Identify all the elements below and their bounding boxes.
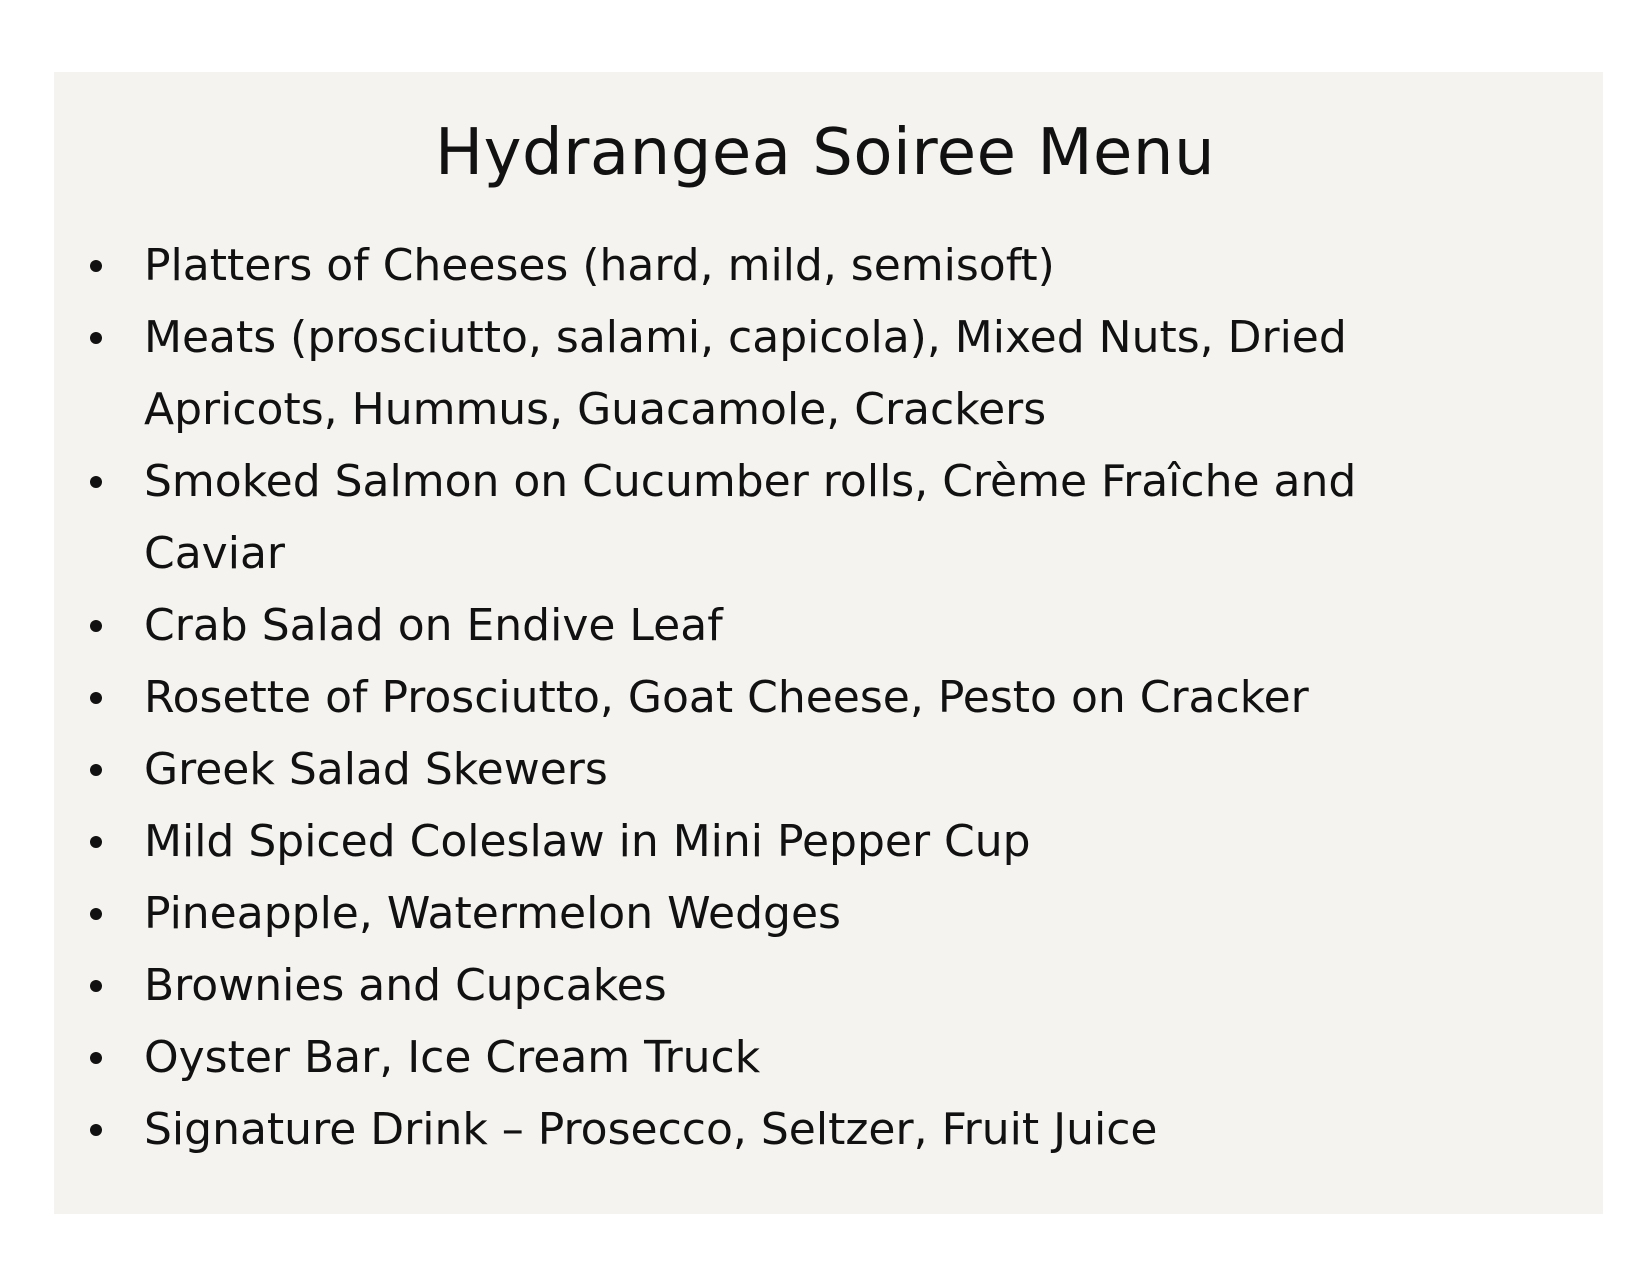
bullet-icon bbox=[90, 332, 102, 344]
menu-item bbox=[90, 1094, 1510, 1166]
menu-item bbox=[90, 950, 1510, 1022]
bullet-icon bbox=[90, 692, 102, 704]
bullet-icon bbox=[90, 980, 102, 992]
menu-item-text: Pineapple, Watermelon Wedges bbox=[144, 888, 841, 939]
menu-item-text: Mild Spiced Coleslaw in Mini Pepper Cup bbox=[144, 816, 1031, 867]
menu-item-text: Smoked Salmon on Cucumber rolls, Crème Fraîche and Caviar bbox=[144, 456, 1357, 579]
menu-item bbox=[90, 878, 1510, 950]
menu-list bbox=[90, 230, 1510, 1166]
menu-item bbox=[90, 1022, 1510, 1094]
bullet-icon bbox=[90, 1124, 102, 1136]
bullet-icon bbox=[90, 620, 102, 632]
bullet-icon bbox=[90, 476, 102, 488]
bullet-icon bbox=[90, 764, 102, 776]
menu-item-text: Crab Salad on Endive Leaf bbox=[144, 600, 723, 651]
bullet-icon bbox=[90, 836, 102, 848]
bullet-icon bbox=[90, 1052, 102, 1064]
menu-title: Hydrangea Soiree Menu bbox=[434, 116, 1216, 190]
menu-item bbox=[90, 662, 1510, 734]
bullet-icon bbox=[90, 260, 102, 272]
menu-item bbox=[90, 806, 1510, 878]
menu-item-text: Rosette of Prosciutto, Goat Cheese, Pesto on Cracker bbox=[144, 672, 1309, 723]
menu-item-text: Signature Drink – Prosecco, Seltzer, Fruit Juice bbox=[144, 1104, 1158, 1155]
menu-item bbox=[90, 734, 1510, 806]
menu-item-text: Meats (prosciutto, salami, capicola), Mixed Nuts, Dried Apricots, Hummus, Guacamole, Crackers bbox=[144, 312, 1347, 435]
menu-item-text: Brownies and Cupcakes bbox=[144, 960, 667, 1011]
menu-item-text: Platters of Cheeses (hard, mild, semisoft) bbox=[144, 240, 1055, 291]
menu-item-text: Greek Salad Skewers bbox=[144, 744, 608, 795]
menu-item bbox=[90, 302, 1510, 446]
menu-item bbox=[90, 590, 1510, 662]
menu-item bbox=[90, 446, 1510, 590]
bullet-icon bbox=[90, 908, 102, 920]
menu-item-text: Oyster Bar, Ice Cream Truck bbox=[144, 1032, 761, 1083]
menu-item bbox=[90, 230, 1510, 302]
